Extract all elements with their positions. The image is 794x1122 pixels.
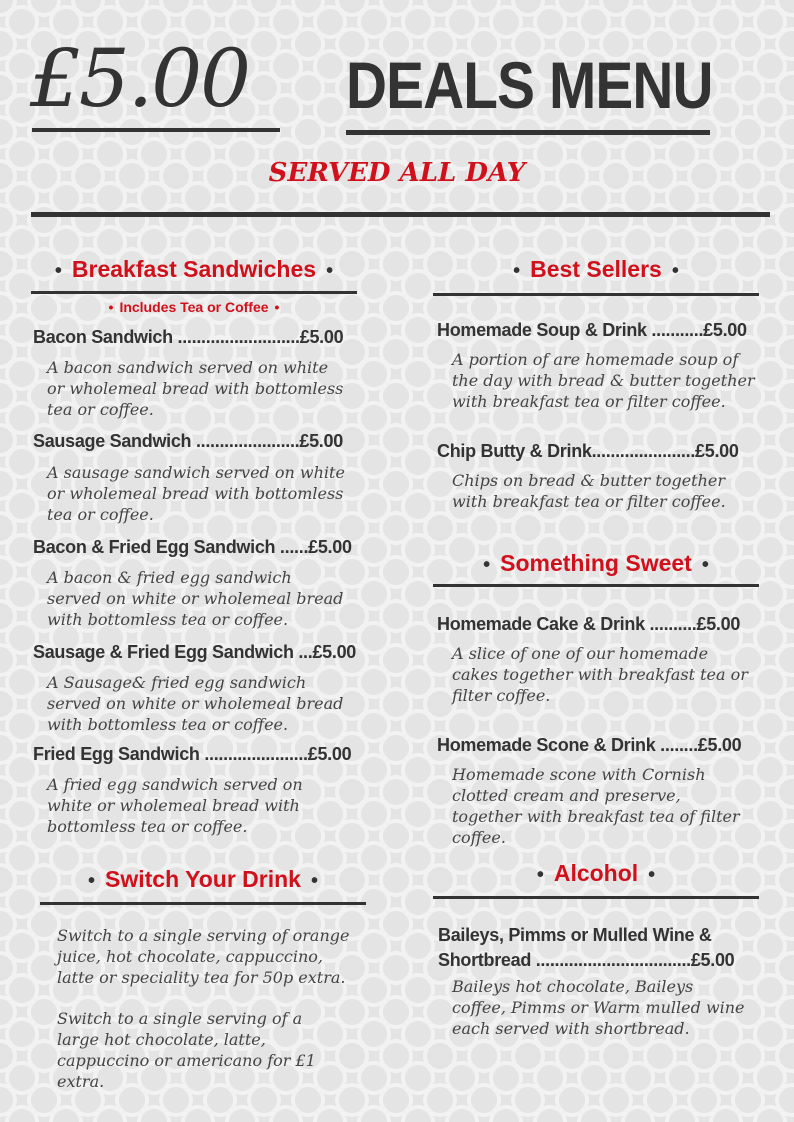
menu-item-description: A Sausage& fried egg sandwich served on white or wholemeal bread with bottomless tea or coffee. xyxy=(47,673,344,734)
menu-item-title: Chip Butty & Drink......................£5.00 xyxy=(437,441,739,461)
bullet-icon: • xyxy=(648,864,656,886)
bullet-icon: • xyxy=(108,299,114,315)
menu-item-title: Sausage & Fried Egg Sandwich ...£5.00 xyxy=(33,642,357,662)
switch-heading-label: Switch Your Drink xyxy=(105,866,301,892)
price-underline xyxy=(32,128,280,132)
bullet-icon: • xyxy=(88,870,96,892)
menu-item-title: Homemade Scone & Drink ........£5.00 xyxy=(437,735,742,755)
section-heading-switch xyxy=(40,866,366,893)
menu-item-description: Chips on bread & butter together with breakfast tea or filter coffee. xyxy=(452,471,726,511)
page-title: DEALS MENU xyxy=(346,48,713,122)
bullet-icon: • xyxy=(274,299,280,315)
section-heading-something-sweet xyxy=(432,550,760,577)
bullet-icon: • xyxy=(671,260,679,282)
menu-item-title: Sausage Sandwich ......................£5.00 xyxy=(33,431,343,451)
breakfast-note-label: Includes Tea or Coffee xyxy=(119,299,269,315)
menu-item-title: Bacon & Fried Egg Sandwich ......£5.00 xyxy=(33,537,352,557)
bullet-icon: • xyxy=(310,870,318,892)
header-divider xyxy=(31,212,770,217)
bullet-icon: • xyxy=(701,554,709,576)
bullet-icon: • xyxy=(326,260,334,282)
switch-paragraph-2: Switch to a single serving of a large hot chocolate, latte, cappuccino or americano for £1 extra. xyxy=(57,1009,316,1091)
best-heading-label: Best Sellers xyxy=(530,256,662,282)
menu-item-description: A bacon & fried egg sandwich served on white or wholemeal bread with bottomless tea or coffee. xyxy=(47,568,344,629)
switch-paragraph-1: Switch to a single serving of orange juice, hot chocolate, cappuccino, latte or speciality tea for 50p extra. xyxy=(57,926,350,987)
menu-item-title: Baileys, Pimms or Mulled Wine & xyxy=(438,925,712,945)
menu-item-description: A fried egg sandwich served on white or wholemeal bread with bottomless tea or coffee. xyxy=(47,775,303,836)
breakfast-heading-label: Breakfast Sandwiches xyxy=(71,256,317,282)
section-heading-best-sellers xyxy=(432,256,760,283)
title-underline xyxy=(346,130,710,135)
best-divider xyxy=(433,293,759,296)
menu-item-description: A portion of are homemade soup of the day with bread & butter together with breakfast tea or filter coffee. xyxy=(452,350,755,411)
bullet-icon: • xyxy=(536,864,544,886)
menu-item-title: Shortbread .................................£5.00 xyxy=(438,950,735,970)
menu-item-description: A bacon sandwich served on white or wholemeal bread with bottomless tea or coffee. xyxy=(47,358,344,419)
breakfast-note xyxy=(30,299,358,315)
switch-divider xyxy=(40,902,366,905)
menu-item-description: A slice of one of our homemade cakes together with breakfast tea or filter coffee. xyxy=(452,644,748,705)
menu-item-title: Fried Egg Sandwich ......................£5.00 xyxy=(33,744,352,764)
alcohol-heading-label: Alcohol xyxy=(553,860,639,886)
bullet-icon: • xyxy=(483,554,491,576)
section-heading-alcohol xyxy=(432,860,760,887)
sweet-divider xyxy=(433,584,759,587)
menu-item-description: A sausage sandwich served on white or wholemeal bread with bottomless tea or coffee. xyxy=(47,463,345,524)
section-heading-breakfast xyxy=(30,256,358,283)
sweet-heading-label: Something Sweet xyxy=(500,550,692,576)
menu-item-title: Bacon Sandwich ..........................£5.00 xyxy=(33,327,344,347)
bullet-icon: • xyxy=(513,260,521,282)
breakfast-divider xyxy=(31,291,357,294)
alcohol-divider xyxy=(433,896,759,899)
bullet-icon: • xyxy=(54,260,62,282)
served-all-day: SERVED ALL DAY xyxy=(268,158,526,188)
menu-item-description: Homemade scone with Cornish clotted cream and preserve, together with breakfast tea of filter coffee. xyxy=(452,765,740,847)
menu-item-title: Homemade Cake & Drink ..........£5.00 xyxy=(437,614,741,634)
menu-item-description: Baileys hot chocolate, Baileys coffee, Pimms or Warm mulled wine each served with shortbread. xyxy=(452,977,745,1038)
menu-item-title: Homemade Soup & Drink ...........£5.00 xyxy=(437,320,747,340)
price-title: £5.00 xyxy=(30,32,250,125)
